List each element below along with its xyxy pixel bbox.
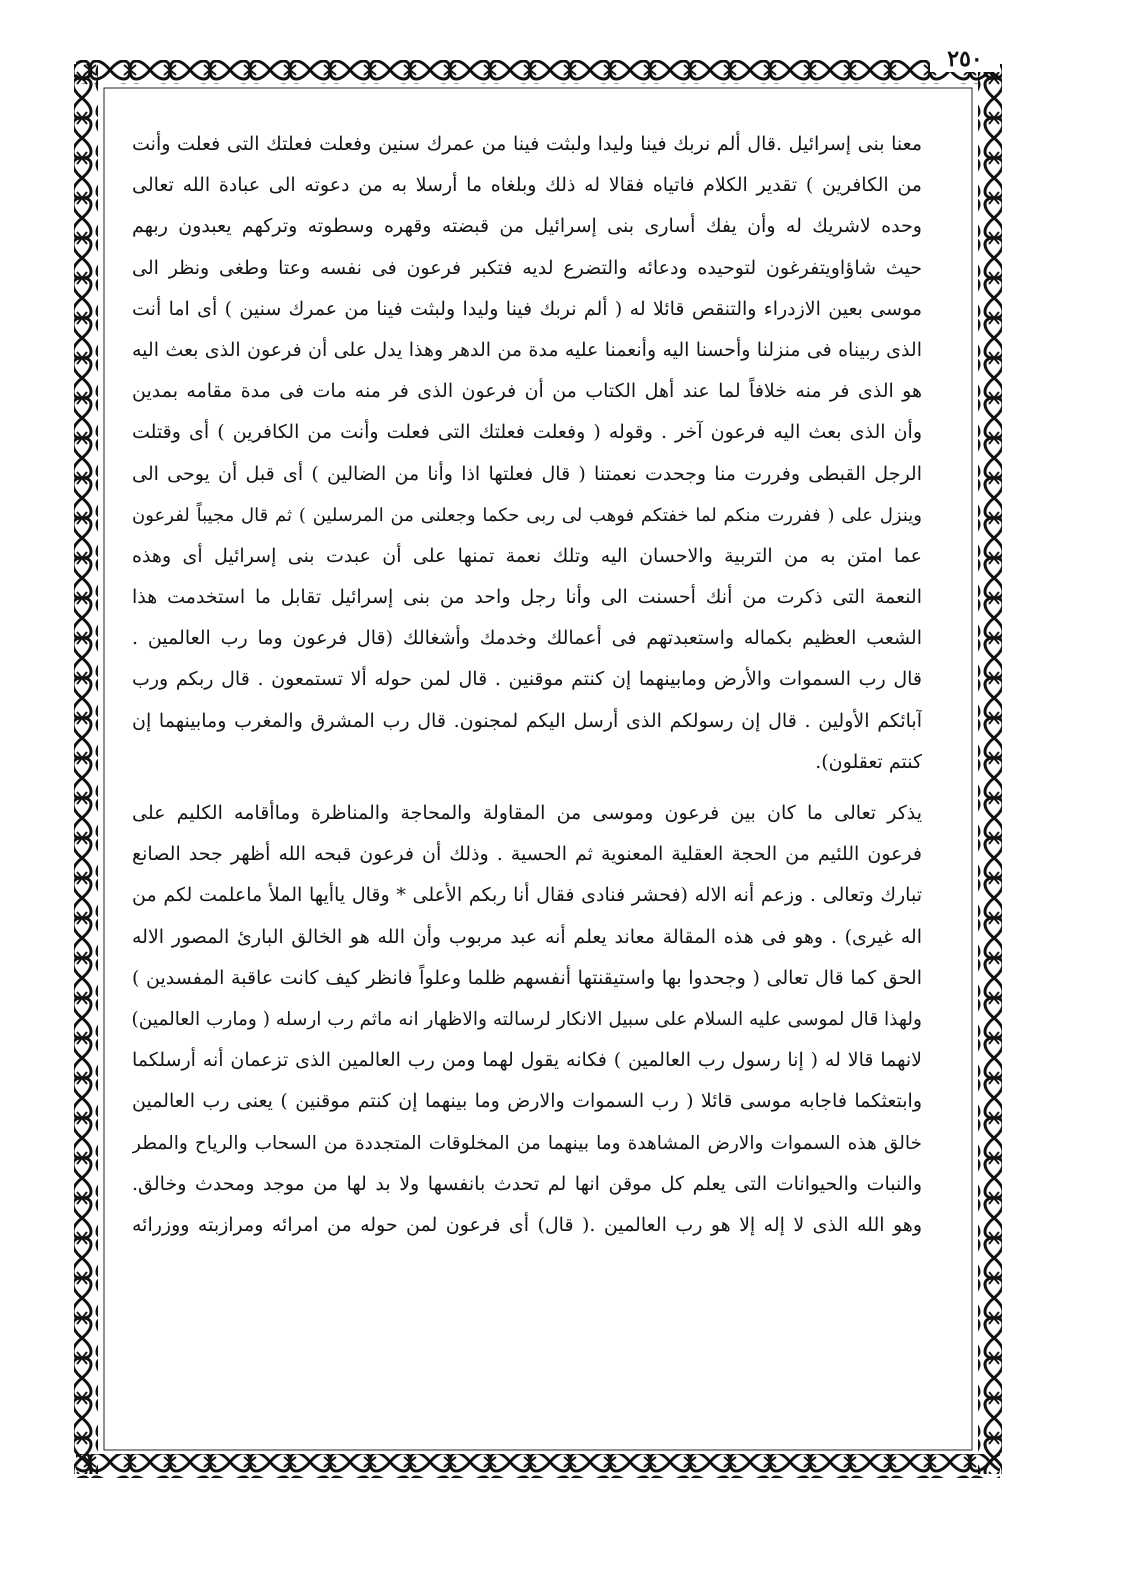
text-line: حيث شاؤاويتفرغون لتوحيده ودعائه والتضرع لديه فتكبر فرعون فى نفسه وعتا وطغى ونظر الى [132, 256, 922, 279]
page-number: ٢٥٠ [930, 46, 1000, 72]
text-line: من الكافرين ) تقدير الكلام فاتياه فقالا له ذلك وبلغاه ما أرسلا به من دعوته الى عبادة الله تعالى [132, 174, 922, 197]
text-line: وأن الذى بعث اليه فرعون آخر . وقوله ( وفعلت فعلتك التى فعلت وأنت من الكافرين ) أى وقتلت [132, 421, 922, 444]
text-line: النعمة التى ذكرت من أنك أحسنت الى وأنا رجل واحد من بنى إسرائيل تقابل ما استخدمت هذا [132, 586, 922, 609]
text-line: تبارك وتعالى . وزعم أنه الاله (فحشر فنادى فقال أنا ربكم الأعلى * وقال ياأيها الملأ ماعلمت لكم من [132, 884, 922, 907]
text-line: وينزل على ( ففررت منكم لما خفتكم فوهب لى ربى حكما وجعلنى من المرسلين ) ثم قال مجيباً لفرعون [132, 504, 922, 526]
arabic-text-body [132, 124, 922, 1464]
text-line: الشعب العظيم بكماله واستعبدتهم فى أعمالك وخدمك وأشغالك (قال فرعون وما رب العالمين . [132, 627, 922, 650]
text-line: ولهذا قال لموسى عليه السلام على سبيل الانكار لرسالته والاظهار انه ماثم رب ارسله ( ومارب العالمين) [132, 1008, 922, 1030]
text-line: فرعون اللئيم من الحجة العقلية المعنوية ثم الحسية . وذلك أن فرعون قبحه الله أظهر جحد الصانع [132, 843, 922, 866]
text-line: الرجل القبطى وفررت منا وجحدت نعمتنا ( قال فعلتها اذا وأنا من الضالين ) أى قبل أن يوحى الى [132, 462, 922, 485]
text-line: لانهما قالا له ( إنا رسول رب العالمين ) فكانه يقول لهما ومن رب العالمين الذى تزعمان أنه أرسلكما [132, 1049, 922, 1072]
text-line: اله غيرى) . وهو فى هذه المقالة معاند يعلم أنه عبد مربوب وأن الله هو الخالق البارئ المصور الاله [132, 925, 922, 948]
page-frame [70, 46, 1006, 1480]
text-line: معنا بنى إسرائيل .قال ألم نربك فينا وليدا ولبثت فينا من عمرك سنين وفعلت فعلتك التى فعلت وأنت [132, 133, 922, 155]
text-line: خالق هذه السموات والارض المشاهدة وما بينهما من المخلوقات المتجددة من السحاب والرياح والمطر [132, 1132, 922, 1154]
text-line: وهو الله الذى لا إله إلا هو رب العالمين .( قال) أى فرعون لمن حوله من امرائه ومرازبته ووزرائه [132, 1213, 922, 1236]
text-line: قال رب السموات والأرض ومابينهما إن كنتم موقنين . قال لمن حوله ألا تستمعون . قال ربكم ورب [132, 668, 922, 691]
text-line: والنبات والحيوانات التى يعلم كل موقن انها لم تحدث بانفسها ولا بد لها من موجد ومحدث وخالق. [132, 1172, 922, 1195]
text-line: وابتعثكما فاجابه موسى قائلا ( رب السموات والارض وما بينهما إن كنتم موقنين ) يعنى رب العالمين [132, 1090, 922, 1113]
paragraph-1 [132, 124, 922, 783]
text-line: آبائكم الأولين . قال إن رسولكم الذى أرسل اليكم لمجنون. قال رب المشرق والمغرب ومابينهما إن [132, 709, 922, 732]
text-line: هو الذى فر منه خلافاً لما عند أهل الكتاب من أن فرعون الذى فر منه مات فى مدة مقامه بمدين [132, 380, 922, 403]
text-line: الذى ربيناه فى منزلنا وأحسنا اليه وأنعمنا عليه مدة من الدهر وهذا يدل على أن فرعون الذى بعث اليه [132, 338, 922, 361]
paragraph-2 [132, 793, 922, 1246]
text-line: يذكر تعالى ما كان بين فرعون وموسى من المقاولة والمحاجة والمناظرة وماأقامه الكليم على [132, 802, 922, 824]
text-line: وحده لاشريك له وأن يفك أسارى بنى إسرائيل من قبضته وقهره وسطوته وتركهم يعبدون ربهم [132, 215, 922, 238]
text-line: كنتم تعقلون). [815, 750, 922, 773]
text-line: الحق كما قال تعالى ( وجحدوا بها واستيقنتها أنفسهم ظلما وعلواً فانظر كيف كانت عاقبة المفسدين ) [132, 966, 922, 989]
text-line: موسى بعين الازدراء والتنقص قائلا له ( ألم نربك فينا وليدا ولبثت فينا من عمرك سنين ) أى اما أنت [132, 297, 922, 320]
text-line: عما امتن به من التربية والاحسان اليه وتلك نعمة تمنها على أن عبدت بنى إسرائيل أى وهذه [132, 544, 922, 567]
